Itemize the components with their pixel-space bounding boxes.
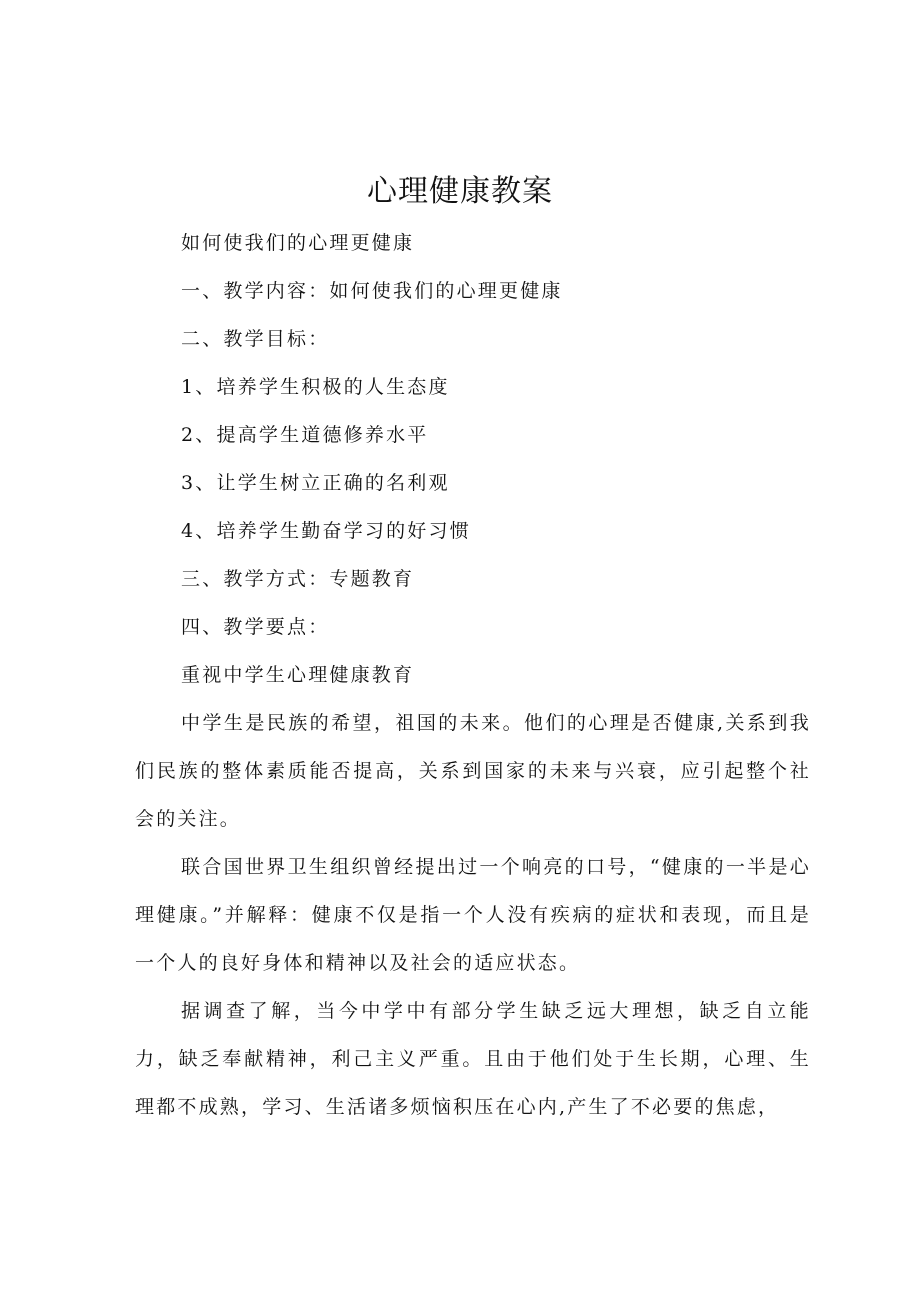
document-title: 心理健康教案 [367, 174, 553, 209]
body-paragraph-1: 中学生是民族的希望，祖国的未来。他们的心理是否健康,关系到我们民族的整体素质能否提高，关系到国家的未来与兴衰，应引起整个社会的关注。 [135, 712, 811, 830]
goal-item-3: 3、让学生树立正确的名利观 [181, 472, 450, 494]
section-heading: 重视中学生心理健康教育 [181, 664, 415, 686]
teaching-points-heading: 四、教学要点： [181, 616, 330, 638]
teaching-goals-heading: 二、教学目标： [181, 328, 330, 350]
teaching-method-line: 三、教学方式：专题教育 [181, 568, 415, 590]
body-paragraph-2: 联合国世界卫生组织曾经提出过一个响亮的口号，“健康的一半是心理健康。”并解释：健康不仅是指一个人没有疾病的症状和表现，而且是一个人的良好身体和精神以及社会的适应状态。 [135, 856, 811, 974]
teaching-content-line: 一、教学内容：如何使我们的心理更健康 [181, 280, 563, 302]
body-paragraph-3: 据调查了解，当今中学中有部分学生缺乏远大理想，缺乏自立能力，缺乏奉献精神，利己主义严重。且由于他们处于生长期，心理、生理都不成熟，学习、生活诸多烦恼积压在心内,产生了不必要的焦虑， [135, 1000, 811, 1118]
subtitle-line: 如何使我们的心理更健康 [181, 232, 415, 254]
goal-item-2: 2、提高学生道德修养水平 [181, 424, 429, 446]
goal-item-4: 4、培养学生勤奋学习的好习惯 [181, 520, 471, 542]
goal-item-1: 1、培养学生积极的人生态度 [181, 376, 450, 398]
